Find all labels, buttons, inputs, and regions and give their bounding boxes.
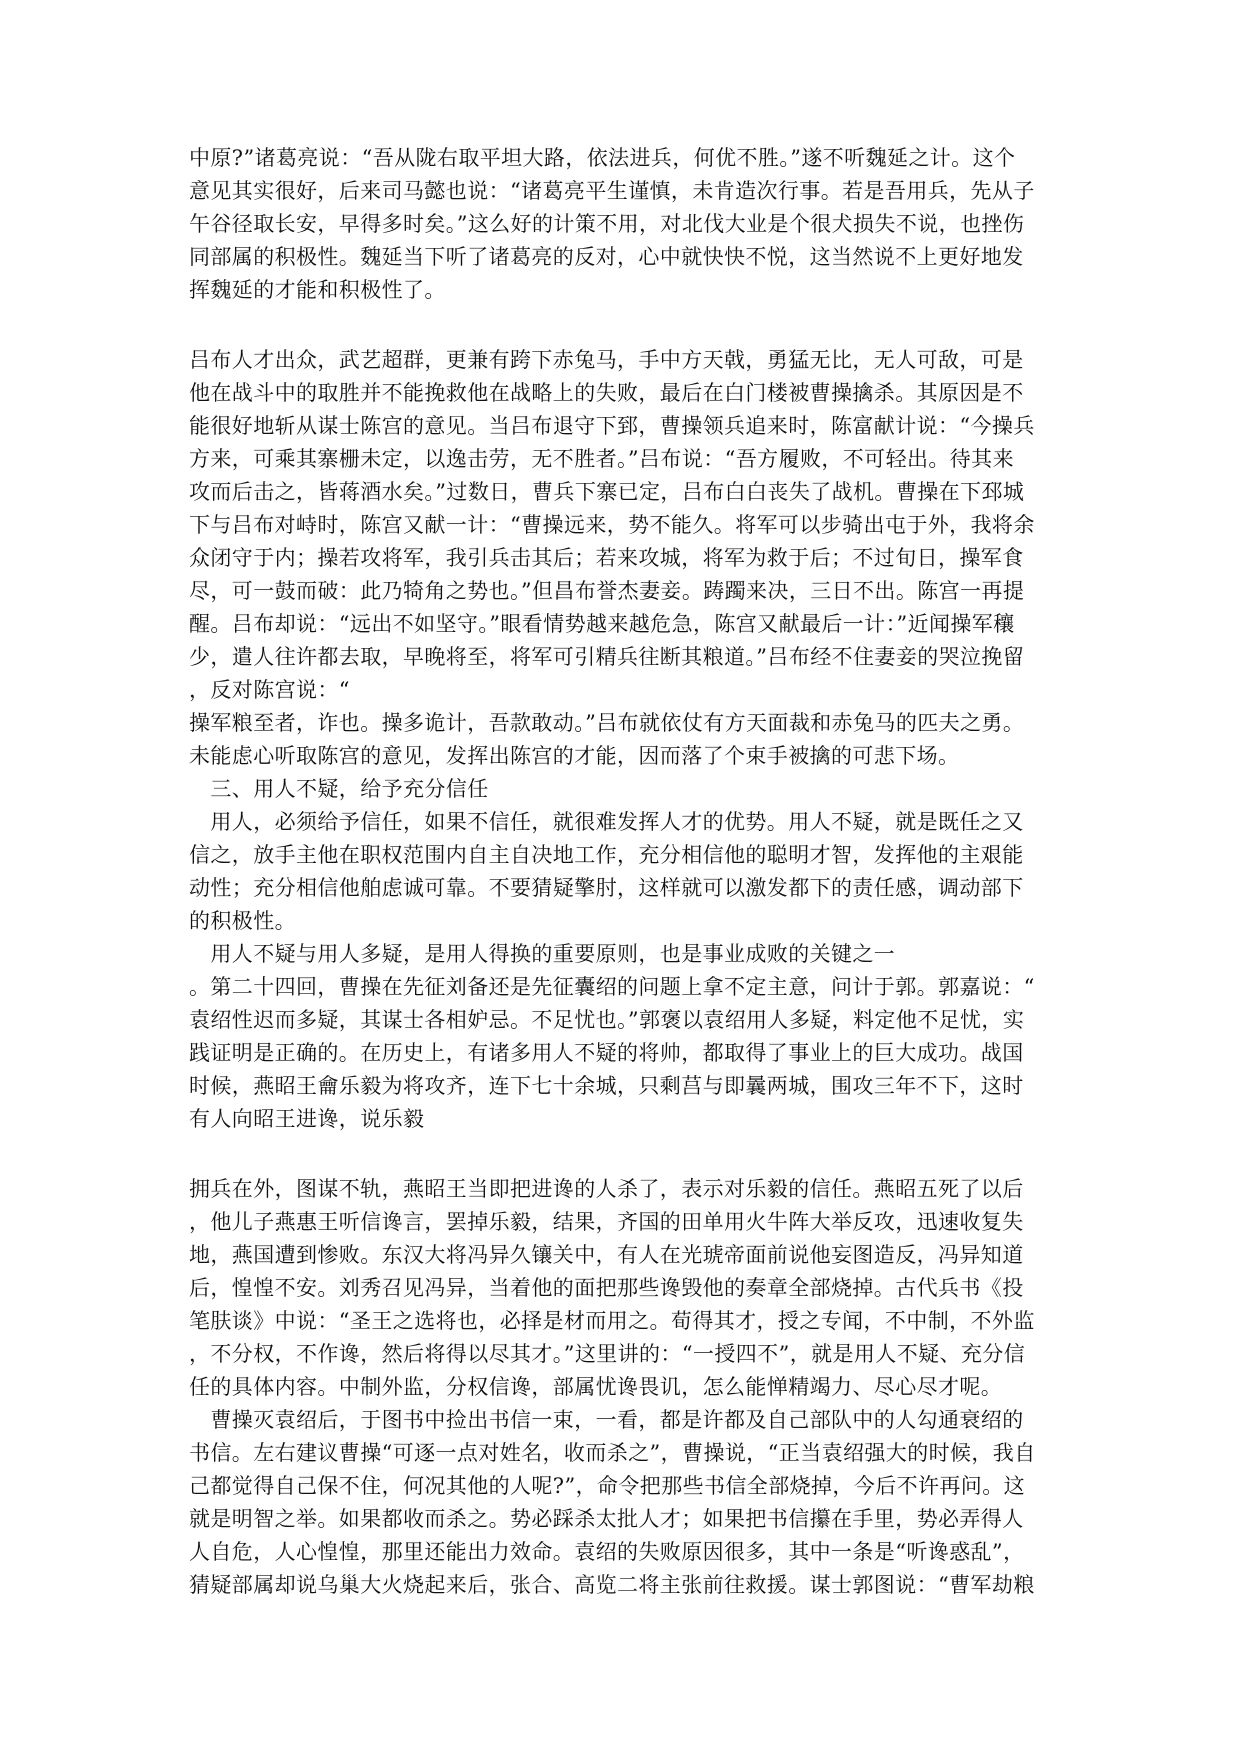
text-line: 猜疑部属却说乌巢大火烧起来后，张合、高览二将主张前往救援。谋士郭图说：“曹军劫粮 (189, 1573, 1035, 1597)
text-line: 挥魏延的才能和积极性了。 (189, 278, 446, 302)
text-line: 己都觉得自己保不住，何况其他的人呢?”，命令把那些书信全部烧掉，今后不许再问。这 (189, 1474, 1025, 1498)
text-line: ，他儿子燕惠王听信谗言，罢掉乐毅，结果，齐国的田单用火牛阵大举反攻，迅速收复失 (189, 1210, 1024, 1234)
text-line: 能很好地斩从谋士陈宫的意见。当吕布退守下郅，曹操领兵追来时，陈富献计说：“今操兵 (189, 414, 1035, 438)
text-line: 吕布人才出众，武艺超群，更兼有跨下赤兔马，手中方天戟，勇猛无比，无人可敌，可是 (189, 348, 1024, 372)
text-line: 信之，放手主他在职权范围内自主自决地工作，充分相信他的聪明才智，发挥他的主艰能 (189, 843, 1024, 867)
text-line: 笔肤谈》中说：“圣王之选将也，必择是材而用之。荀得其才，授之专闻，不中制，不外监 (189, 1309, 1035, 1333)
text-line: ，不分权，不作谗，然后将得以尽其才。”这里讲的：“一授四不”，就是用人不疑、充分信 (189, 1342, 1026, 1366)
text-line: 袁绍性迟而多疑，其谋士各相妒忌。不足忧也。”郭褒以袁绍用人多疑，料定他不足忧，实 (189, 1008, 1025, 1032)
text-line: 未能虑心听取陈宫的意见，发挥出陈宫的才能，因而落了个束手被擒的可悲下场。 (189, 744, 960, 768)
text-line: 后，惶惶不安。刘秀召见冯异，当着他的面把那些谗毁他的奏章全部烧掉。古代兵书《投 (189, 1276, 1024, 1300)
text-line: 用人，必须给予信任，如果不信任，就很难发挥人才的优势。用人不疑，就是既任之又 (189, 810, 1024, 834)
text-line: 醒。吕布却说：“远出不如坚守。”眼看情势越来越危急，陈宫又献最后一计：”近闻操军穰 (189, 612, 1015, 636)
text-line: ，反对陈宫说：“ (189, 678, 350, 702)
text-line: 用人不疑与用人多疑，是用人得换的重要原则，也是事业成败的关键之一 (189, 942, 896, 966)
text-line: 拥兵在外，图谋不轨，燕昭王当即把进谗的人杀了，表示对乐毅的信任。燕昭五死了以后 (189, 1177, 1024, 1201)
text-line: 就是明智之举。如果都收而杀之。势必踩杀太批人才；如果把书信攥在手里，势必弄得人 (189, 1507, 1024, 1531)
text-line: 。第二十四回，曹操在先征刘备还是先征囊绍的问题上拿不定主意，问计于郭。郭嘉说：“ (189, 975, 1035, 999)
text-line: 中原?”诸葛亮说：“吾从陇右取平坦大路，依法进兵，何优不胜。”遂不听魏延之计。这个 (189, 146, 1016, 170)
text-line: 下与吕布对峙时，陈宫又献一计：“曹操远来，势不能久。将军可以步骑出屯于外，我将余 (189, 513, 1035, 537)
text-line: 人自危，人心惶惶，那里还能出力效命。袁绍的失败原因很多，其中一条是“听谗惑乱”， (189, 1540, 1025, 1564)
text-line: 尽，可一鼓而破：此乃犄角之势也。”但昌布誉杰妻妾。踌躅来决，三日不出。陈宫一再提 (189, 579, 1025, 603)
text-line: 时候，燕昭王龠乐毅为将攻齐，连下七十余城，只剩莒与即曩两城，围攻三年不下，这时 (189, 1074, 1024, 1098)
text-line: 他在战斗中的取胜并不能挽救他在战略上的失败，最后在白门楼被曹操擒杀。其原因是不 (189, 381, 1024, 405)
text-line: 方来，可乘其寨栅未定，以逸击劳，无不胜者。”吕布说：“吾方履败，不可轻出。待其来 (189, 447, 1014, 471)
text-line: 操军粮至者，诈也。操多诡计，吾款敢动。”吕布就依仗有方天面裁和赤兔马的匹夫之勇。 (189, 711, 1025, 735)
text-line: 有人向昭王进谗，说乐毅 (189, 1107, 425, 1131)
text-line: 众闭守于内；操若攻将军，我引兵击其后；若来攻城，将军为救于后；不过旬日，操军食 (189, 546, 1024, 570)
text-line: 午谷径取长安，早得多时矣。”这么好的计策不用，对北伐大业是个很犬损失不说，也挫伤 (189, 212, 1025, 236)
text-line: 书信。左右建议曹操“可逐一点对姓名，收而杀之”，曹操说，“正当袁绍强大的时候，我自 (189, 1441, 1036, 1465)
text-line: 曹操灭袁绍后，于图书中捡出书信一束，一看，都是许都及自己部队中的人勾通衰绍的 (189, 1408, 1024, 1432)
text-line: 地，燕国遭到惨败。东汉大将冯异久镶关中，有人在光琥帝面前说他妄图造反，冯异知道 (189, 1243, 1024, 1267)
text-line: 践证明是正确的。在历史上，有诸多用人不疑的将帅，都取得了事业上的巨大成功。战国 (189, 1041, 1024, 1065)
text-line: 同部属的积极性。魏延当下听了诸葛亮的反对，心中就快快不悦，这当然说不上更好地发 (189, 245, 1024, 269)
section-heading: 三、用人不疑，给予充分信任 (189, 777, 489, 801)
text-line: 动性；充分相信他舶虑诚可靠。不要猜疑擎肘，这样就可以激发都下的责任感，调动部下 (189, 876, 1024, 900)
text-line: 攻而后击之，皆蒋酒水矣。”过数日，曹兵下寨已定，吕布白白丧失了战机。曹操在下邳城 (189, 480, 1025, 504)
text-line: 意见其实很好，后来司马懿也说：“诸葛亮平生谨慎，未肯造次行事。若是吾用兵，先从子 (189, 179, 1035, 203)
text-line: 的积极性。 (189, 909, 296, 933)
text-line: 任的具体内容。中制外监，分权信谗，部属忧谗畏讥，怎么能惮精竭力、尽心尽才呢。 (189, 1375, 1003, 1399)
text-line: 少，遣人往许都去取，早晚将至，将军可引精兵往断其粮道。”吕布经不住妻妾的哭泣挽留 (189, 645, 1025, 669)
